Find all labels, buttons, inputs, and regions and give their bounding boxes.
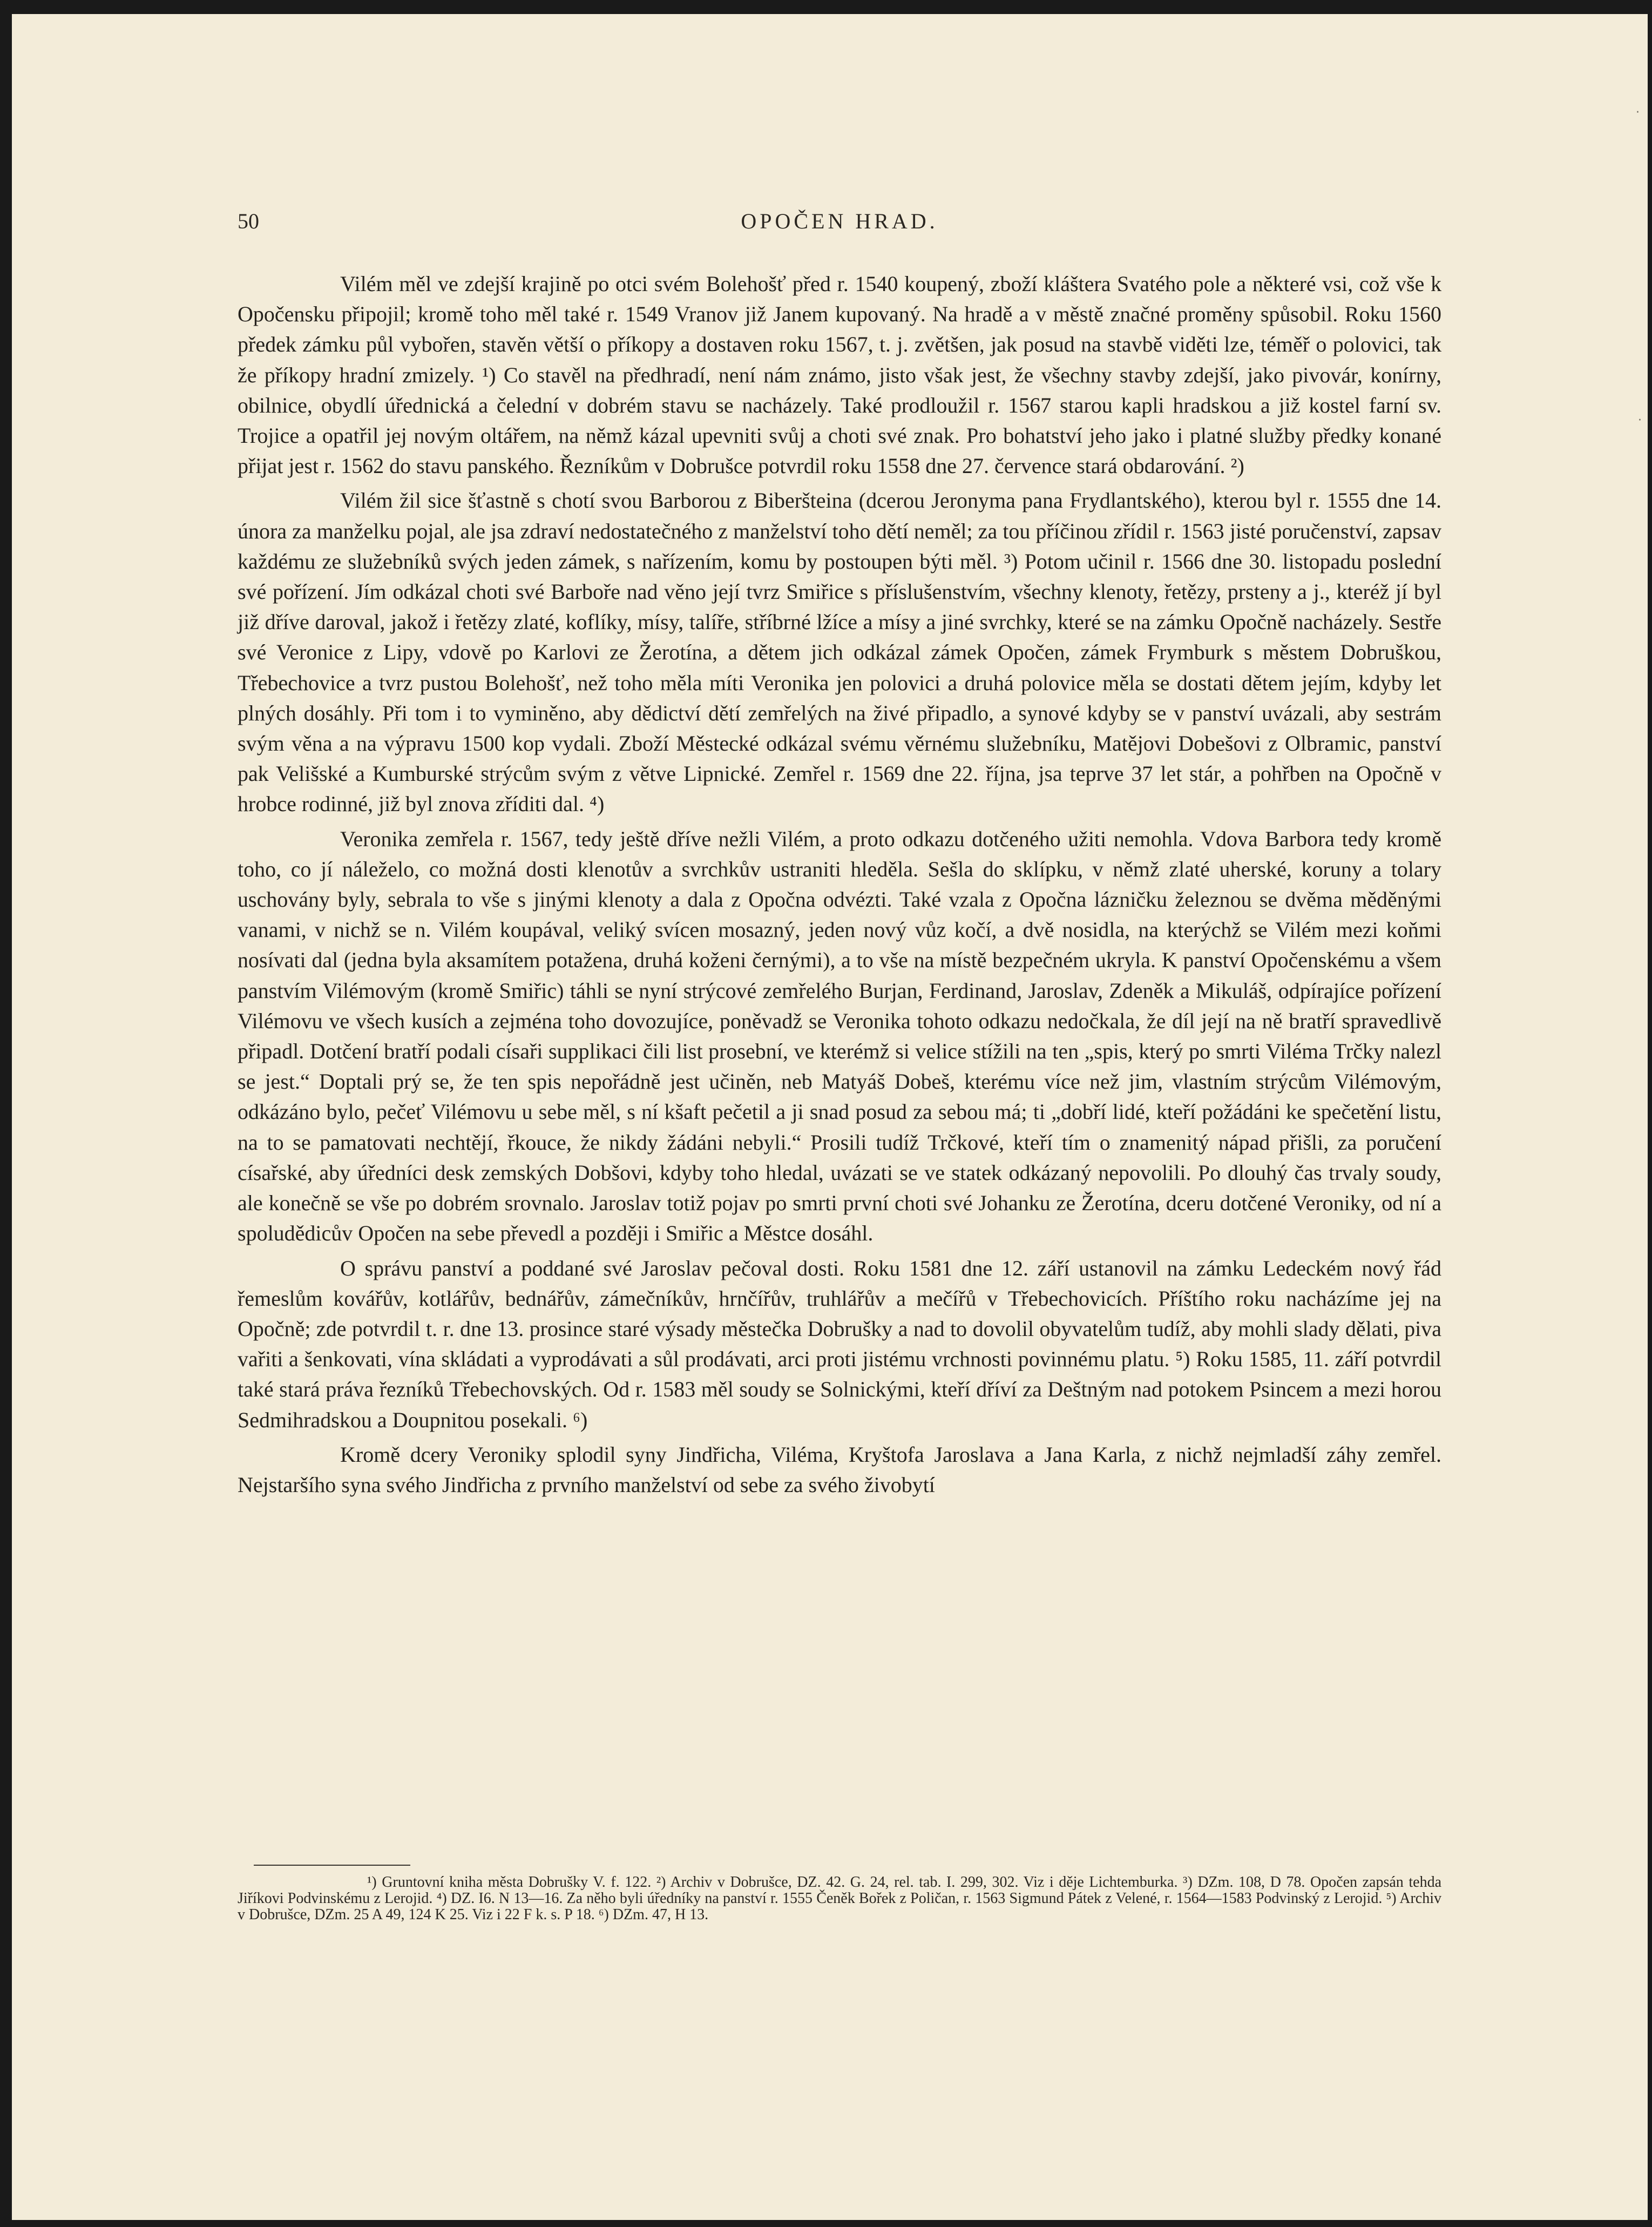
edge-speck-mark: · [1638,414,1642,427]
page-number: 50 [238,209,259,233]
book-page [12,14,1648,2220]
body-text [238,269,1441,1504]
paragraph-1: Vilém měl ve zdejší krajině po otci svém Bolehošť před r. 1540 koupený, zboží kláštera Svatého pole a některé vsi, což vše k Opočensku připojil; kromě toho měl také r. 1549 Vranov již Janem kupovaný. Na hradě a v městě značné proměny spůsobil. Roku 1560 předek zámku půl vybořen, stavěn větší o příkopy a dostaven roku 1567, t. j. zvětšen, jak posud na stavbě viděti lze, téměř o polovici, tak že příkopy hradní zmizely. ¹) Co stavěl na předhradí, není nám známo, jisto však jest, že všechny stavby zdejší, jako pivovár, konírny, obilnice, obydlí úřednická a čelední v dobrém stavu se nacházely. Také prodloužil r. 1567 starou kapli hradskou a již kostel farní sv. Trojice a opatřil jej novým oltářem, na němž kázal upevniti svůj a choti své znak. Pro bohatství jeho jako i platné služby předky konané přijat jest r. 1562 do stavu panského. Řezníkům v Dobrušce potvrdil roku 1558 dne 27. července stará obdarování. ²) [238,272,1441,478]
running-title: OPOČEN HRAD. [741,209,938,233]
footnote-text: ¹) Gruntovní kniha města Dobrušky V. f. 122. ²) Archiv v Dobrušce, DZ. 42. G. 24, rel. tab. I. 299, 302. Viz i děje Lichtemburka. ³) DZm. 108, D 78. Opočen zapsán tehda Jiříkovi Podvinskému z Lerojid. ⁴) DZ. I6. N 13—16. Za něho byli úředníky na panství r. 1555 Čeněk Bořek z Poličan, r. 1563 Sigmund Pátek z Velené, r. 1564—1583 Podvinský z Lerojid. ⁵) Archiv v Dobrušce, DZm. 25 A 49, 124 K 25. Viz i 22 F k. s. P 18. ⁶) DZm. 47, H 13. [238,1874,1441,1923]
footnotes [238,1874,1441,1923]
paragraph-3: Veronika zemřela r. 1567, tedy ještě dříve nežli Vilém, a proto odkazu dotčeného užiti nemohla. Vdova Barbora tedy kromě toho, co jí náleželo, co možná dosti klenotův a svrchkův ustraniti hleděla. Sešla do sklípku, v němž zlaté uherské, koruny a tolary uschovány byly, sebrala to vše s jinými klenoty a dala z Opočna odvézti. Také vzala z Opočna lázničku železnou se dvěma měděnými vanami, v nichž se n. Vilém koupával, veliký svícen mosazný, jeden nový vůz kočí, a dvě nosidla, na kterýchž se Vilém mezi koňmi nosívati dal (jedna byla aksamítem potažena, druhá koženi černými), a to vše na místě bezpečném ukryla. K panství Opočenskému a všem panstvím Vilémovým (kromě Smiřic) táhli se nyní strýcové zemřelého Burjan, Ferdinand, Jaroslav, Zdeněk a Mikuláš, odpírajíce pořízení Vilémovu ve všech kusích a zejména toho dovozujíce, poněvadž se Veronika tohoto odkazu nedočkala, že díl její na ně bratří spravedlivě připadl. Dotčení bratří podali císaři supplikaci čili list prosební, ve kterémž si velice stížili na ten „spis, který po smrti Viléma Trčky nalezl se jest.“ Doptali prý se, že ten spis nepořádně jest učiněn, neb Matyáš Dobeš, kterému více než jim, vlastním strýcům Vilémovým, odkázáno bylo, pečeť Vilémovu u sebe měl, s ní kšaft pečetil a ji snad posud za sebou má; ti „dobří lidé, kteří požádáni ke spečetění listu, na to se pamatovati nechtějí, řkouce, že nikdy žádáni nebyli.“ Prosili tudíž Trčkové, kteří tím o znamenitý nápad přišli, za poručení císařské, aby úředníci desk zemských Dobšovi, kdyby toho hledal, uvázati se ve statek odkázaný nepovolili. Po dlouhý čas trvaly soudy, ale konečně se vše po dobrém srovnalo. Jaroslav totiž pojav po smrti první choti své Johanku ze Žerotína, dceru dotčené Veroniky, od ní a spoludědicův Opočen na sebe převedl a později i Smiřic a Městce dosáhl. [238,826,1441,1246]
page-header [238,208,1441,241]
paragraph-5: Kromě dcery Veroniky splodil syny Jindřicha, Viléma, Kryštofa Jaroslava a Jana Karla, z nichž nejmladší záhy zemřel. Nejstaršího syna svého Jindřicha z prvního manželství od sebe za svého živobytí [238,1442,1441,1497]
paragraph-2: Vilém žil sice šťastně s chotí svou Barborou z Biberšteina (dcerou Jeronyma pana Frydlantského), kterou byl r. 1555 dne 14. února za manželku pojal, ale jsa zdraví nedostatečného z manželství toho dětí neměl; za tou příčinou zřídil r. 1563 jisté poručenství, zapsav každému ze služebníků svých jeden zámek, s nařízením, komu by postoupen býti měl. ³) Potom učinil r. 1566 dne 30. listopadu poslední své pořízení. Jím odkázal choti své Barboře nad věno její tvrz Smiřice s příslušenstvím, všechny klenoty, řetězy, prsteny a j., kteréž jí byl již dříve daroval, jakož i řetězy zlaté, koflíky, mísy, talíře, stříbrné lžíce a mísy a jiné svrchky, které se na zámku Opočně nacházely. Sestře své Veronice z Lipy, vdově po Karlovi ze Žerotína, a dětem jich odkázal zámek Opočen, zámek Frymburk s městem Dobruškou, Třebechovice a tvrz pustou Bolehošť, než toho měla míti Veronika jen polovici a druhá polovice měla se dostati dětem jejím, kdyby let plných dosáhly. Při tom i to vyminěno, aby dědictví dětí zemřelých na živé připadlo, a synové kdyby se v panství uvázali, aby sestrám svým věna a na výpravu 1500 kop vydali. Zboží Městecké odkázal svému věrnému služebníku, Matějovi Dobešovi z Olbramic, panství pak Velišské a Kumburské strýcům svým z větve Lipnické. Zemřel r. 1569 dne 22. října, jsa teprve 37 let stár, a pohřben na Opočně v hrobce rodinné, již byl znova zříditi dal. ⁴) [238,488,1441,816]
edge-speck-mark: · [1636,106,1640,119]
footnote-divider [254,1865,410,1866]
paragraph-4: O správu panství a poddané své Jaroslav pečoval dosti. Roku 1581 dne 12. září ustanovil na zámku Ledeckém nový řád řemeslům kovářův, kotlářův, bednářův, zámečníkův, hrnčířův, truhlářův a mečířů v Třebechovicích. Příštího roku nacházíme jej na Opočně; zde potvrdil t. r. dne 13. prosince staré výsady městečka Dobrušky a nad to dovolil obyvatelům tudíž, aby mohli slady dělati, piva vařiti a šenkovati, vína skládati a vyprodávati a sůl prodávati, arci proti jistému vrchnosti povinnému platu. ⁵) Roku 1585, 11. září potvrdil také stará práva řezníků Třebechovských. Od r. 1583 měl soudy se Solnickými, kteří dříví za Deštným nad potokem Psincem a mezi horou Sedmihradskou a Doupnitou posekali. ⁶) [238,1256,1441,1432]
